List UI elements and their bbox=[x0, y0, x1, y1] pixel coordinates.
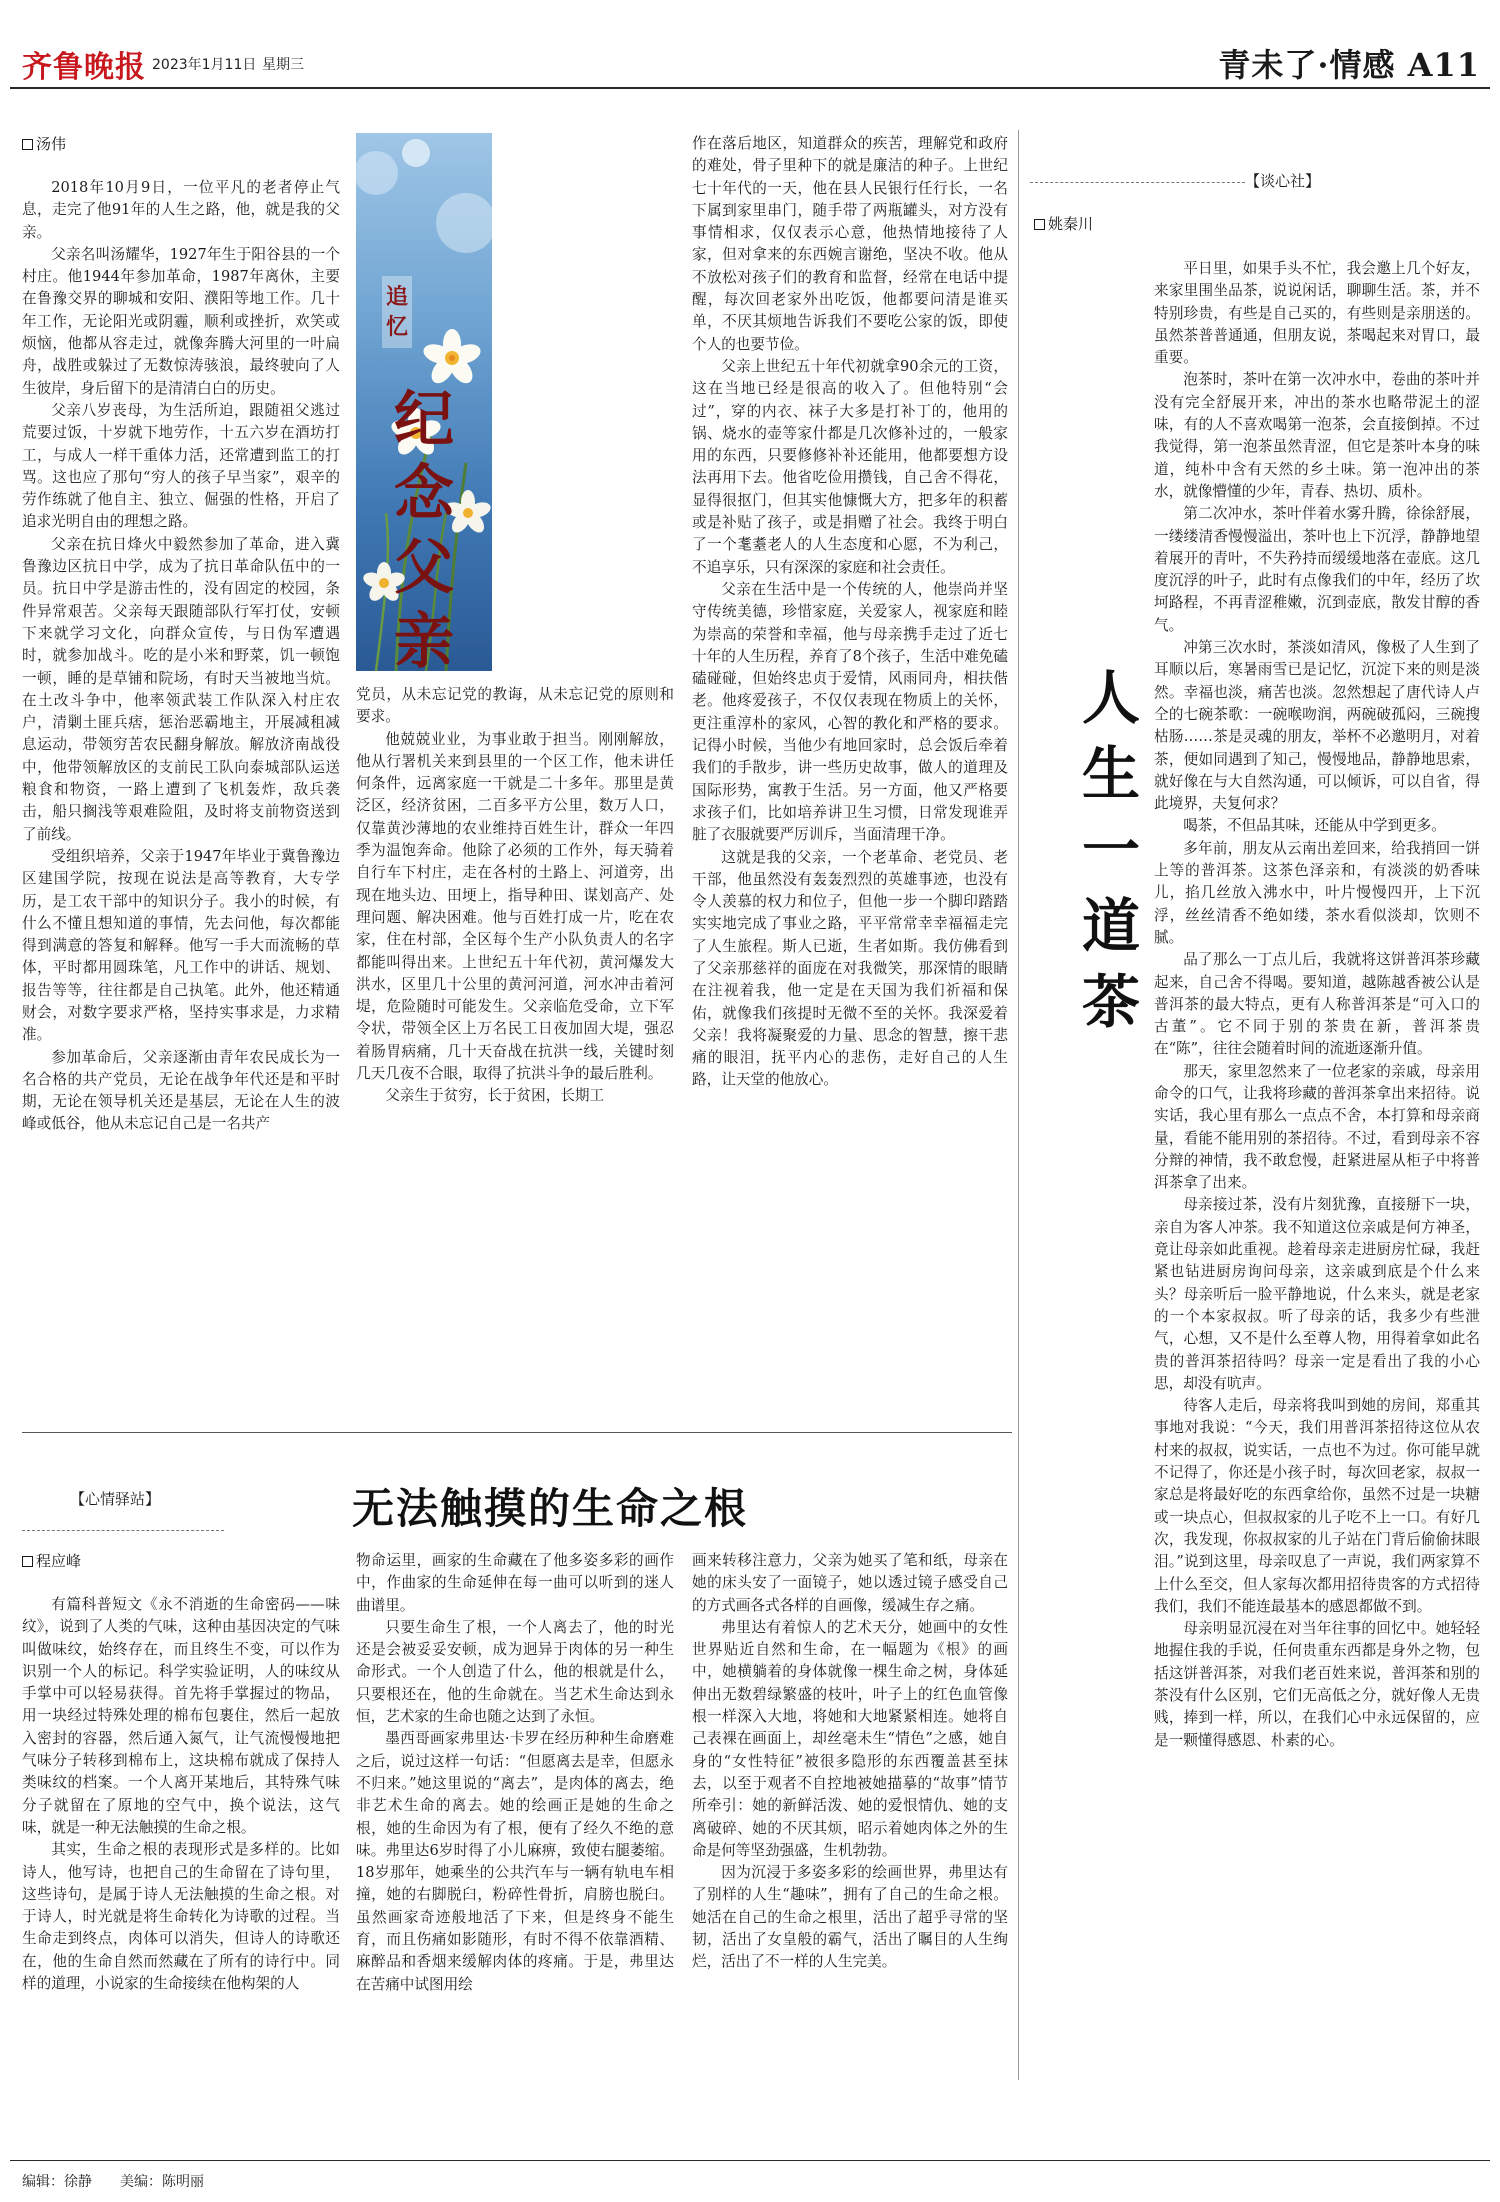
body-paragraph: 物命运里，画家的生命藏在了他多姿多彩的画作中，作曲家的生命延伸在每一曲可以听到的迷人曲谱里。 bbox=[356, 1552, 674, 1614]
body-paragraph: 那天，家里忽然来了一位老家的亲戚，母亲用命令的口气，让我将珍藏的普洱茶拿出来招待。说实话，我心里有那么一点点不舍，本打算和母亲商量，看能不能用别的茶招待。不过，看到母亲不容分辩的神情，我不敢怠慢，赶紧进屋从柜子中将普洱茶拿了出来。 bbox=[1154, 1062, 1480, 1192]
body-paragraph: 喝茶，不但品其味，还能从中学到更多。 bbox=[1183, 817, 1446, 835]
header-rule bbox=[10, 87, 1490, 89]
footer-rule bbox=[10, 2160, 1490, 2161]
footer-editor: 编辑：徐静 bbox=[22, 2174, 92, 2190]
body-paragraph: 弗里达有着惊人的艺术天分，她画中的女性世界贴近自然和生命，在一幅题为《根》的画中，她横躺着的身体就像一棵生命之树，身体延伸出无数碧绿繁盛的枝叶，叶子上的红色血管像根一样深入大地，将她和大地紧紧相连。她将自己表裸在画面上，却丝毫未生“情色”之感，她自身的“女性特征”被很多隐形的东西覆盖甚至抹去，以至于观者不自控地被她描摹的“故事”情节所牵引：她的新鲜活泼、她的爱恨情仇、她的支离破碎、她的不厌其烦，昭示着她肉体之外的生命是何等坚劲强盛，生机勃勃。 bbox=[692, 1618, 1008, 1859]
body-paragraph: 父亲生于贫穷，长于贫困，长期工 bbox=[385, 1087, 605, 1105]
body-paragraph: 父亲八岁丧母，为生活所迫，跟随祖父逃过荒要过饭，十岁就下地劳作，十五六岁在酒坊打工，与成人一样干重体力活，还常遭到监工的打骂。这也应了那句“穷人的孩子早当家”，艰辛的劳作练就了他自主、独立、倔强的性格，开启了追求光明自由的理想之路。 bbox=[22, 401, 340, 531]
body-paragraph: 2018年10月9日，一位平凡的老者停止气息，走完了他91年的人生之路，他，就是我的父亲。 bbox=[22, 179, 340, 241]
body-paragraph: 第二次冲水，茶叶伴着水雾升腾，徐徐舒展，一缕缕清香慢慢溢出，茶叶也上下沉浮，静静地望着展开的青叶，不失矜持而缓缓地落在壶底。这几度沉浮的叶子，此时有点像我们的中年，经历了坎坷路程，不再青涩稚嫩，沉到壶底，散发甘醇的香气。 bbox=[1154, 505, 1480, 634]
article3-top-rule bbox=[22, 1432, 1012, 1433]
body-paragraph: 墨西哥画家弗里达·卡罗在经历种种生命磨难之后，说过这样一句话：“但愿离去是幸，但愿永不归来。”她这里说的“离去”，是肉体的离去，绝非艺术生命的离去。她的绘画正是她的生命之根，她的生命因为有了根，便有了经久不绝的意味。弗里达6岁时得了小儿麻痹，致使右腿萎缩。18岁那年，她乘坐的公共汽车与一辆有轨电车相撞，她的右脚脱臼，粉碎性骨折，肩膀也脱臼。虽然画家奇迹般地活了下来，但是终身不能生育，而且伤痛如影随形，有时不得不依靠酒精、麻醉品和香烟来缓解肉体的疼痛。于是，弗里达在苦痛中试图用绘 bbox=[356, 1730, 674, 1993]
article1-byline: 汤伟 bbox=[22, 133, 66, 154]
article3-column-2 bbox=[356, 1550, 674, 2150]
body-paragraph: 父亲在抗日烽火中毅然参加了革命，进入冀鲁豫边区抗日中学，成为了抗日革命队伍中的一员。抗日中学是游击性的，没有固定的校园，条件异常艰苦。父亲每天跟随部队行军打仗，安顿下来就学习文化，向群众宣传，与日伪军遭遇时，就参加战斗。吃的是小米和野菜，饥一顿饱一顿，睡的是草铺和院场，有时天当被地当炕。在土改斗争中，他率领武装工作队深入村庄农户，清剿土匪兵痞，惩治恶霸地主，开展减租减息运动，带领穷苦农民翻身解放。解放济南战役中，他带领解放区的支前民工队向泰城部队运送粮食和物资，一路上遭到了飞机轰炸，敌兵袭击，船只搁浅等艰难险阻，及时将支前物资送到了前线。 bbox=[22, 535, 340, 843]
article2-byline: 姚秦川 bbox=[1034, 213, 1093, 234]
body-paragraph: 画来转移注意力，父亲为她买了笔和纸，母亲在她的床头安了一面镜子，她以透过镜子感受自己的方式画各式各样的自画像，缓减生存之痛。 bbox=[692, 1552, 1008, 1614]
article3-byline: 程应峰 bbox=[22, 1550, 81, 1571]
article3-title: 无法触摸的生命之根 bbox=[352, 1484, 749, 1533]
body-paragraph: 他兢兢业业，为事业敢于担当。刚刚解放，他从行署机关来到县里的一个区工作，他未讲任何条件，远离家庭一干就是二十多年。那里是黄泛区，经济贫困，二百多平方公里，数万人口，仅靠黄沙薄地的农业维持百姓生计，群众一年四季为温饱奔命。他除了必须的工作外，每天骑着自行车下村庄，走在各村的土路上、河道旁，出现在地头边、田埂上，指导种田、谋划高产、处理问题、解决困难。他与百姓打成一片，吃在农家，住在村部，全区每个生产小队负责人的名字都能叫得出来。上世纪五十年代初，黄河爆发大洪水，区里几十公里的黄河河道，河水冲击着河堤，危险随时可能发生。父亲临危受命，立下军令状，带领全区上万名民工日夜加固大堤，强忍着肠胃病痛，几十天奋战在抗洪一线，关键时刻几天几夜不合眼，取得了抗洪斗争的最后胜利。 bbox=[356, 730, 674, 1083]
body-paragraph: 母亲接过茶，没有片刻犹豫，直接掰下一块，亲自为客人冲茶。我不知道这位亲戚是何方神圣，竟让母亲如此重视。趁着母亲走进厨房忙碌，我赶紧也钻进厨房询问母亲，这亲戚到底是个什么来头？母亲听后一脸平静地说，什么来头，就是老家的一个本家叔叔。听了母亲的话，我多少有些泄气，心想，又不是什么至尊人物，用得着拿如此名贵的普洱茶招待吗？母亲一定是看出了我的小心思，却没有吭声。 bbox=[1154, 1196, 1480, 1392]
body-paragraph: 平日里，如果手头不忙，我会邀上几个好友，来家里围坐品茶，说说闲话，聊聊生活。茶，并不特别珍贵，有些是自己买的，有些则是亲朋送的。虽然茶普普通通，但朋友说，茶喝起来对胃口，最重要。 bbox=[1154, 260, 1480, 367]
body-paragraph: 参加革命后，父亲逐渐由青年农民成长为一名合格的共产党员，无论在战争年代还是和平时期，无论在领导机关还是基层，无论在人生的波峰或低谷，他从未忘记自己是一名共产 bbox=[22, 1048, 340, 1133]
page-section-title: 青未了·情感 A11 bbox=[1218, 46, 1480, 84]
section-dashed-rule bbox=[1030, 182, 1245, 183]
article1-column-3 bbox=[692, 133, 1008, 1401]
footer-designer: 美编：陈明丽 bbox=[120, 2174, 204, 2190]
article2-section-label: 【谈心社】 bbox=[1245, 172, 1321, 190]
narcissus-photo bbox=[356, 133, 492, 671]
article3-column-1 bbox=[22, 1594, 340, 2150]
article1-column-1 bbox=[22, 177, 340, 1401]
article1-tag: 追忆 bbox=[382, 276, 412, 348]
issue-weekday: 星期三 bbox=[262, 57, 304, 73]
body-paragraph: 父亲在生活中是一个传统的人，他崇尚并坚守传统美德，珍惜家庭，关爱家人，视家庭和睦为崇高的荣誉和幸福，他与母亲携手走过了近七十年的人生历程，养育了8个孩子，生活中难免磕磕碰碰，但始终忠贞于爱情，风雨同舟，相扶偕老。他疼爱孩子，不仅仅表现在物质上的关怀，更注重淳朴的家风，心智的教化和严格的要求。记得小时候，当他少有地回家时，总会饭后牵着我们的手散步，讲一些历史故事，做人的道理及国际形势，寓教于生活。另一方面，他又严格要求孩子们，比如培养讲卫生习惯，日常发现谁弄脏了衣服就要严厉训斥，当面清理干净。 bbox=[692, 580, 1008, 844]
byline-box-icon bbox=[22, 1556, 33, 1567]
article2-title: 人生一道茶 bbox=[1081, 664, 1140, 1036]
body-paragraph: 泡茶时，茶叶在第一次冲水中，卷曲的茶叶并没有完全舒展开来，冲出的茶水也略带泥土的涩味，有的人不喜欢喝第一泡茶，会直接倒掉。不过我觉得，第一泡茶虽然青涩，但它是茶叶本身的味道，纯朴中含有天然的乡土味。第一泡冲出的茶水，就像懵懂的少年，青春、热切、质朴。 bbox=[1154, 371, 1480, 500]
article1-column-2 bbox=[356, 684, 674, 1400]
body-paragraph: 这就是我的父亲，一个老革命、老党员、老干部，他虽然没有轰轰烈烈的英雄事迹，也没有令人羡慕的权力和位子，但他一步一个脚印踏踏实实地完成了事业之路，平平常常幸幸福福走完了人生旅程。斯人已逝，生者如斯。我仿佛看到了父亲那慈祥的面庞在对我微笑，那深情的眼睛在注视着我，他一定是在天国为我们祈福和保佑，就像我们孩提时无微不至的关怀。我深爱着父亲！我将凝聚爱的力量、思念的智慧，擦干悲痛的眼泪，抚平内心的悲伤，走好自己的人生路，让天堂的他放心。 bbox=[692, 848, 1008, 1089]
body-paragraph: 母亲明显沉浸在对当年往事的回忆中。她轻轻地握住我的手说，任何贵重东西都是身外之物，包括这饼普洱茶，对我们老百姓来说，普洱茶和别的茶没有什么区别，它们无高低之分，就好像人无贵贱，捧到一样，所以，在我们心中永远保留的，应是一颗懂得感恩、朴素的心。 bbox=[1154, 1620, 1480, 1749]
body-paragraph: 有篇科普短文《永不消逝的生命密码——味纹》，说到了人类的气味，这种由基因决定的气味叫做味纹，始终存在，而且终生不变，可以作为识别一个人的标记。科学实验证明，人的味纹从手掌中可以轻易获得。首先将手掌握过的物品，用一块经过特殊处理的棉布包裹住，然后一起放入密封的容器，然后通入氮气，让气流慢慢地把气味分子转移到棉布上，这块棉布就成了保持人类味纹的档案。一个人离开某地后，其特殊气味分子就留在了原地的空气中，换个说法，这气味，就是一种无法触摸的生命之根。 bbox=[22, 1596, 340, 1836]
column-divider bbox=[1018, 130, 1019, 2080]
body-paragraph: 其实，生命之根的表现形式是多样的。比如诗人，他写诗，也把自己的生命留在了诗句里，这些诗句，是属于诗人无法触摸的生命之根。对于诗人，时光就是将生命转化为诗歌的过程。当生命走到终点，肉体可以消失，但诗人的诗歌还在，他的生命自然而然藏在了所有的诗行中。同样的道理，小说家的生命接续在他构架的人 bbox=[22, 1841, 340, 1993]
issue-date: 2023年1月11日 bbox=[152, 57, 257, 73]
article2-column-1 bbox=[1154, 258, 1480, 2158]
byline-box-icon bbox=[22, 139, 33, 150]
byline-box-icon bbox=[1034, 219, 1045, 230]
body-paragraph: 受组织培养，父亲于1947年毕业于冀鲁豫边区建国学院，按现在说法是高等教育，大专学历，是工农干部中的知识分子。我小的时候，有什么不懂且想知道的事情，先去问他，每次都能得到满意的答复和解释。他写一手大而流畅的草体，平时都用圆珠笔，凡工作中的讲话、规划、报告等等，往往都是自己执笔。此外，他还精通财会，对数字要求严格，坚持实事求是，力求精准。 bbox=[22, 847, 340, 1044]
body-paragraph: 冲第三次水时，茶淡如清风，像极了人生到了耳顺以后，寒暑雨雪已是记忆，沉淀下来的则是淡然。幸福也淡，痛苦也淡。忽然想起了唐代诗人卢仝的七碗茶歌：一碗喉吻润，两碗破孤闷，三碗搜枯肠……茶是灵魂的朋友，举杯不必邀明月，对着茶，便如同遇到了知己，慢慢地品，静静地思索，就好像在与大自然沟通，可以倾诉，可以自省，得此境界，夫复何求？ bbox=[1154, 639, 1480, 813]
body-paragraph: 因为沉浸于多姿多彩的绘画世界，弗里达有了别样的人生“趣味”，拥有了自己的生命之根。她活在自己的生命之根里，活出了超乎寻常的坚韧，活出了女皇般的霸气，活出了瞩目的人生绚烂，活出了不一样的人生完美。 bbox=[692, 1864, 1008, 1971]
article3-column-3 bbox=[692, 1550, 1008, 2150]
article1-title: 纪念父亲 bbox=[394, 385, 454, 671]
body-paragraph: 党员，从未忘记党的教诲，从未忘记党的原则和要求。 bbox=[356, 686, 674, 726]
newspaper-masthead: 齐鲁晚报 bbox=[22, 50, 146, 85]
article3-section-label: 【心情驿站】 bbox=[70, 1490, 161, 1508]
body-paragraph: 父亲名叫汤耀华，1927年生于阳谷县的一个村庄。他1944年参加革命，1987年离休，主要在鲁豫交界的聊城和安阳、濮阳等地工作。几十年工作，无论阳光或阴霾，顺利或挫折，欢笑或烦恼，他都从容走过，就像奔腾大河里的一叶扁舟，战胜或躲过了无数惊涛骇浪，最终驶向了人生彼岸，身后留下的是清清白白的历史。 bbox=[22, 245, 340, 397]
section-dashed-rule bbox=[22, 1530, 224, 1531]
body-paragraph: 作在落后地区，知道群众的疾苦，理解党和政府的难处，骨子里种下的就是廉洁的种子。上世纪七十年代的一天，他在县人民银行任行长，一名下属到家里串门，随手带了两瓶罐头，对方没有事情相求，仅仅表示心意，他热情地接待了人家，但对拿来的东西婉言谢绝，坚决不收。他从不放松对孩子们的教育和监督，经常在电话中提醒，每次回老家外出吃饭，他都要问清是谁买单，不厌其烦地告诉我们不要吃公家的饭，即使个人的也要节俭。 bbox=[692, 135, 1008, 353]
body-paragraph: 父亲上世纪五十年代初就拿90余元的工资，这在当地已经是很高的收入了。但他特别“会过”，穿的内衣、袜子大多是打补丁的，他用的锅、烧水的壶等家什都是几次修补过的，一般家用的东西，只要修修补补还能用，他都要想方设法再用下去。他省吃俭用攒钱，自己舍不得花，显得很抠门，但其实他慷慨大方，把多年的积蓄或是补贴了孩子，或是捐赠了社会。我终于明白了一个耄耋老人的人生态度和心愿，不为利己，不追享乐，只有深深的家庭和社会责任。 bbox=[692, 357, 1008, 576]
body-paragraph: 品了那么一丁点儿后，我就将这饼普洱茶珍藏起来，自己舍不得喝。要知道，越陈越香被公认是普洱茶的最大特点，更有人称普洱茶是“可入口的古董”。它不同于别的茶贵在新，普洱茶贵在“陈”，往往会随着时间的流逝逐渐升值。 bbox=[1154, 951, 1480, 1058]
body-paragraph: 待客人走后，母亲将我叫到她的房间，郑重其事地对我说：“今天，我们用普洱茶招待这位从农村来的叔叔，说实话，一点也不为过。你可能早就不记得了，你还是小孩子时，每次回老家，叔叔一家总是将最好吃的东西拿给你，虽然不过是一块糖或一块点心，但叔叔家的儿子吃不上一口。有好几次，我发现，你叔叔家的儿子站在门背后偷偷抹眼泪。”说到这里，母亲叹息了一声说，我们两家算不上什么至交，但人家每次都用招待贵客的方式招待我们，我们不能连最基本的感恩都做不到。 bbox=[1154, 1397, 1480, 1615]
body-paragraph: 多年前，朋友从云南出差回来，给我捎回一饼上等的普洱茶。这茶色泽亲和，有淡淡的奶香味儿，掐几丝放入沸水中，叶片慢慢四开，上下沉浮，丝丝清香不绝如缕，茶水看似淡却，饮则不腻。 bbox=[1154, 839, 1480, 946]
body-paragraph: 只要生命生了根，一个人离去了，他的时光还是会被妥妥安顿，成为迥异于肉体的另一种生命形式。一个人创造了什么，他的根就是什么，只要根还在，他的生命就在。当艺术生命达到永恒，艺术家的生命也随之达到了永恒。 bbox=[356, 1618, 674, 1726]
